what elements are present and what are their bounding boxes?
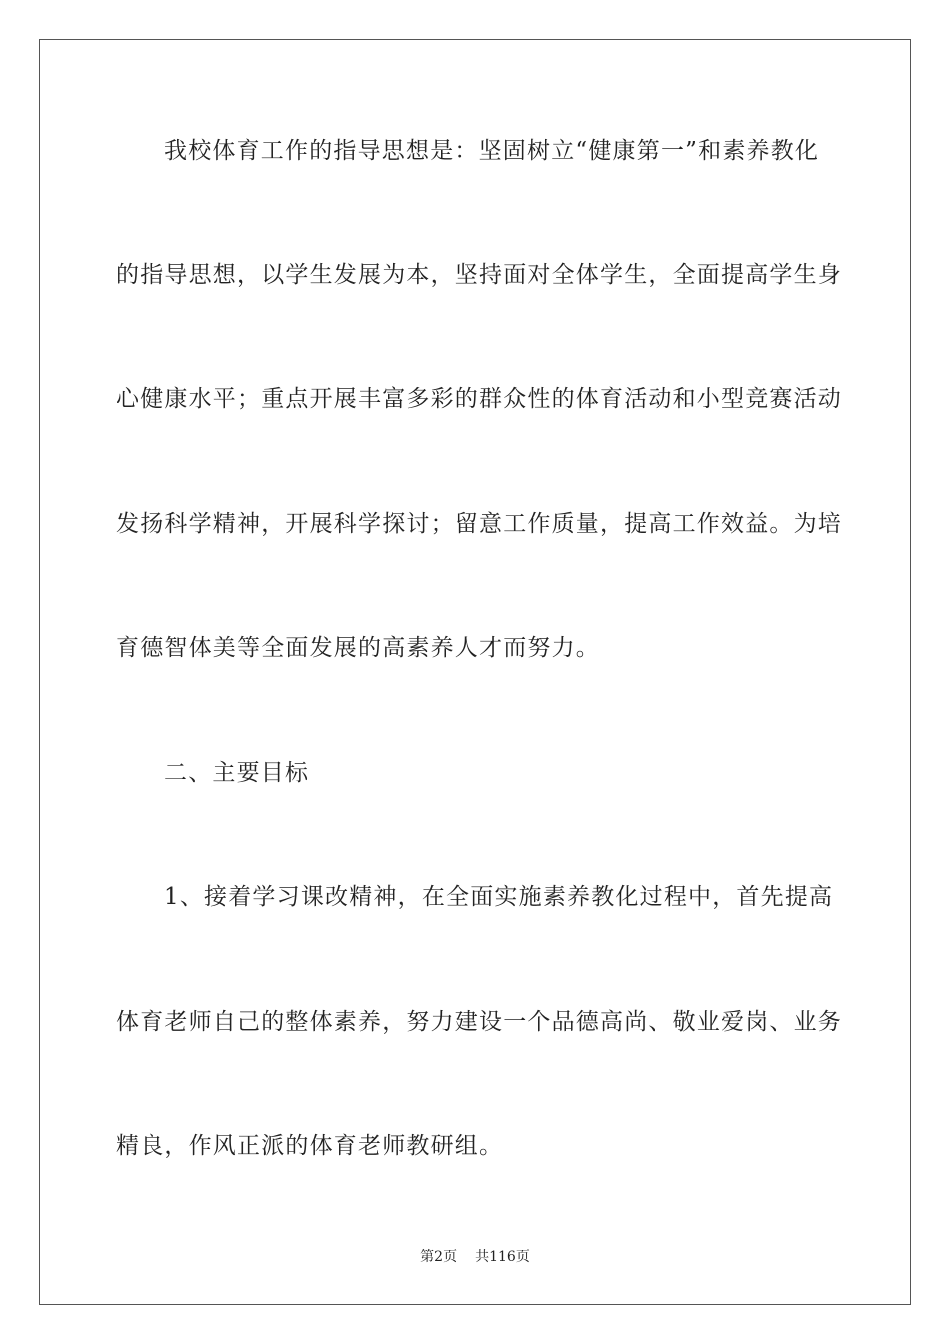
paragraph-3-line-1: 1、接着学习课改精神，在全面实施素养教化过程中，首先提高 <box>164 884 834 910</box>
paragraph-1-line-5: 育德智体美等全面发展的高素养人才而努力。 <box>116 635 600 661</box>
paragraph-1-line-4: 发扬科学精神，开展科学探讨；留意工作质量，提高工作效益。为培 <box>116 511 842 537</box>
page-frame <box>39 39 911 1305</box>
paragraph-3-line-2: 体育老师自己的整体素养，努力建设一个品德高尚、敬业爱岗、业务 <box>116 1009 842 1035</box>
total-pages: 共116页 <box>475 1249 530 1265</box>
paragraph-1-line-2: 的指导思想，以学生发展为本，坚持面对全体学生，全面提高学生身 <box>116 262 842 288</box>
paragraph-1-line-1: 我校体育工作的指导思想是：坚固树立“健康第一”和素养教化 <box>164 138 820 164</box>
page-number: 第2页 <box>420 1249 458 1265</box>
page-footer <box>0 1248 950 1266</box>
paragraph-1-line-3: 心健康水平；重点开展丰富多彩的群众性的体育活动和小型竞赛活动 <box>116 386 842 412</box>
section-heading: 二、主要目标 <box>164 760 310 786</box>
paragraph-3-line-3: 精良，作风正派的体育老师教研组。 <box>116 1133 504 1159</box>
